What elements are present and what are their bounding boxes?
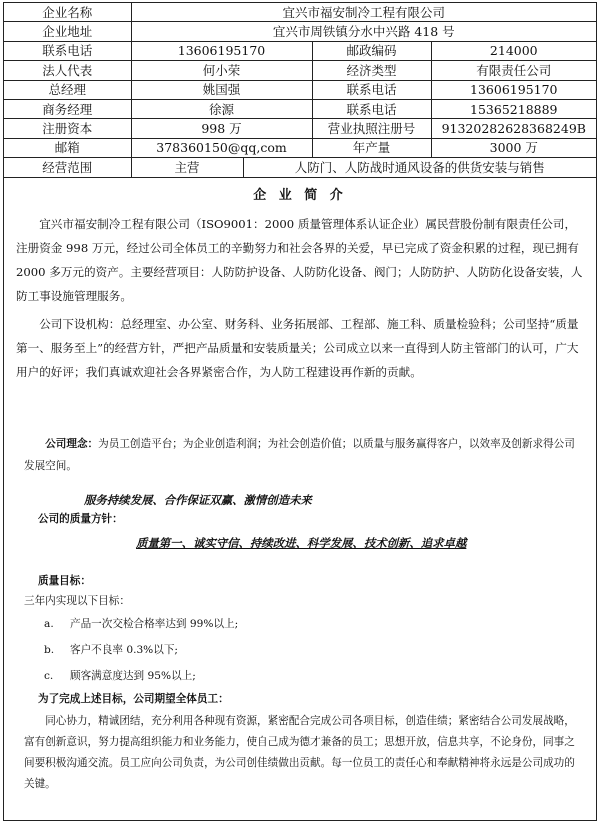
biz-manager-label: 商务经理 (4, 99, 131, 118)
goal-text: 客户不良率 0.3%以下; (70, 644, 179, 656)
address-label: 企业地址 (4, 22, 131, 41)
row-phone (4, 41, 596, 60)
output-label: 年产量 (312, 138, 431, 157)
address-value: 宜兴市周铁镇分水中兴路 418 号 (131, 22, 596, 41)
goal-mark: c. (44, 670, 54, 682)
philosophy-label: 公司理念： (45, 438, 99, 450)
phone-label: 联系电话 (4, 41, 131, 60)
license-value: 91320282628368249B (431, 119, 596, 138)
quality-goals-section (24, 571, 582, 689)
goal-mark: b. (44, 644, 55, 656)
philosophy-text: 为员工创造平台；为企业创造利润；为社会创造价值；以质量与服务赢得客户，以效率及创新求得公司发展空间。 (24, 438, 575, 472)
intro-paragraph-1: 宜兴市福安制冷工程有限公司（ISO9001：2000 质量管理体系认证企业）属民营股份制有限责任公司，注册资金 998 万元，经过公司全体员工的辛勤努力和社会各界的关爱，早已完成了资金积累的过程，现已拥有 2000 多万元的资产。主要经营项目：人防防护设备、人防防化设备、阀门；人防防护、人防防化设备安装，人防工事设施管理服务。 (16, 216, 583, 303)
philosophy-text-block (24, 433, 582, 477)
company-name-label: 企业名称 (4, 3, 131, 22)
row-gm (4, 80, 596, 99)
biz-manager-value: 徐源 (131, 99, 312, 118)
row-biz-manager (4, 99, 596, 118)
email-value: 378360150@qq,com (131, 138, 312, 157)
capital-value: 998 万 (131, 119, 312, 138)
philosophy-section (24, 433, 582, 511)
scope-value: 人防门、人防战时通风设备的供货安装与销售 (243, 158, 596, 177)
gm-phone-value: 13606195170 (431, 80, 596, 99)
row-company-name (4, 3, 596, 22)
quality-goals-intro: 三年内实现以下目标： (24, 595, 130, 607)
postcode-label: 邮政编码 (312, 41, 431, 60)
econ-type-label: 经济类型 (312, 61, 431, 80)
gm-label: 总经理 (4, 80, 131, 99)
row-email (4, 138, 596, 157)
license-label: 营业执照注册号 (312, 119, 431, 138)
list-item (44, 637, 582, 663)
row-scope (4, 158, 596, 177)
legal-rep-value: 何小荣 (131, 61, 312, 80)
gm-value: 姚国强 (131, 80, 312, 99)
company-info-table (4, 3, 596, 178)
phone-value: 13606195170 (131, 41, 312, 60)
legal-rep-label: 法人代表 (4, 61, 131, 80)
list-item (44, 663, 582, 689)
capital-label: 注册资本 (4, 119, 131, 138)
philosophy-slogan: 服务持续发展、合作保证双赢、激情创造未来 (84, 493, 312, 507)
row-capital (4, 119, 596, 138)
scope-label: 经营范围 (4, 158, 131, 177)
company-intro (4, 188, 596, 384)
row-address (4, 22, 596, 41)
expectation-label: 为了完成上述目标，公司期望全体员工： (38, 693, 229, 705)
list-item (44, 611, 582, 637)
company-profile-page (3, 2, 597, 821)
goal-text: 顾客满意度达到 95%以上; (70, 670, 196, 682)
output-value: 3000 万 (431, 138, 596, 157)
biz-phone-value: 15365218889 (431, 99, 596, 118)
scope-main-label: 主营 (131, 158, 243, 177)
goal-mark: a. (44, 618, 54, 630)
quality-goals-list (44, 611, 582, 689)
gm-phone-label: 联系电话 (312, 80, 431, 99)
company-name-value: 宜兴市福安制冷工程有限公司 (131, 3, 596, 22)
quality-policy-label: 公司的质量方针： (38, 513, 123, 525)
econ-type-value: 有限责任公司 (431, 61, 596, 80)
quality-goals-label: 质量目标： (38, 575, 91, 587)
email-label: 邮箱 (4, 138, 131, 157)
expectation-section (24, 689, 582, 795)
intro-paragraph-2: 公司下设机构：总经理室、办公室、财务科、业务拓展部、工程部、施工科、质量检验科；公司坚持“质量第一、服务至上”的经营方针，严把产品质量和安装质量关；公司成立以来一直得到人防主管部门的认可，广大用户的好评；我们真诚欢迎社会各界紧密合作，为人防工程建设再作新的贡献。 (16, 316, 579, 379)
biz-phone-label: 联系电话 (312, 99, 431, 118)
quality-policy-section (24, 511, 582, 551)
intro-title: 企 业 简 介 (253, 187, 347, 203)
postcode-value: 214000 (431, 41, 596, 60)
row-legal-rep (4, 61, 596, 80)
goal-text: 产品一次交检合格率达到 99%以上; (70, 618, 239, 630)
expectation-text: 同心协力，精诚团结，充分利用各种现有资源，紧密配合完成公司各项目标，创造佳绩；紧密结合公司发展战略，富有创新意识，努力提高组织能力和业务能力，使自己成为德才兼备的员工；思想开放，信息共享，不论身份，同事之间要积极沟通交流。员工应向公司负责，为公司创佳绩做出贡献。每一位员工的责任心和奉献精神将永远是公司成功的关键。 (24, 715, 575, 790)
quality-policy-text: 质量第一、诚实守信、持续改进、科学发展、技术创新、追求卓越 (136, 536, 467, 550)
